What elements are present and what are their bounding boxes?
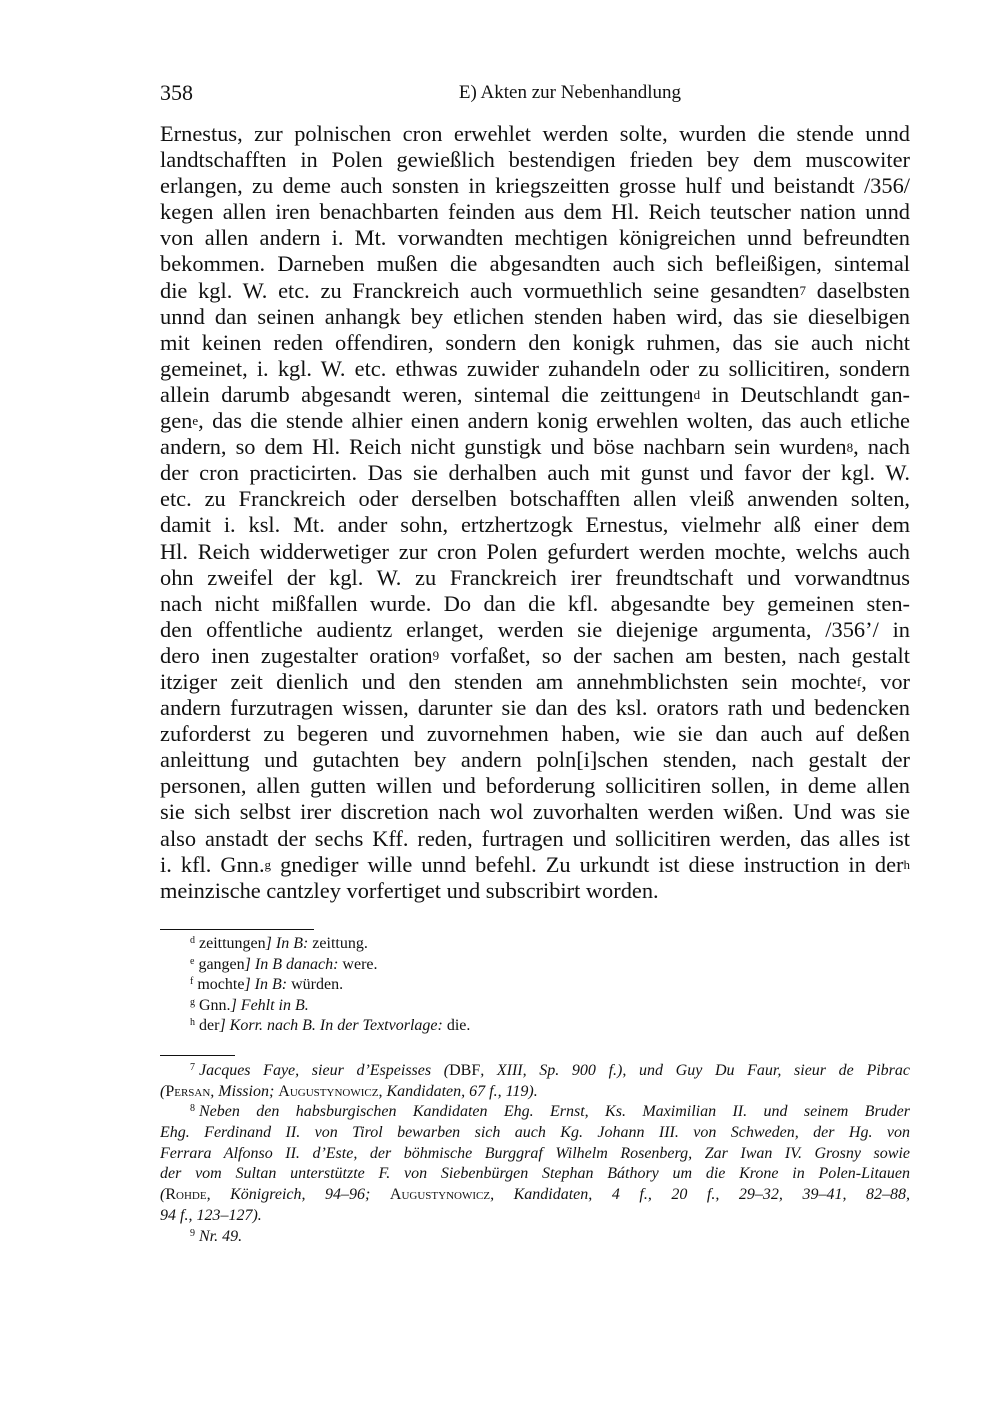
text-line: andern, so dem Hl. Reich nicht gunstigk und böse nachbarn sein wurden$^8$, nach <box>160 434 910 460</box>
text-line: gemeinet, i. kgl. W. etc. ethwas zuwider zuhandeln oder zu sollicitiren, sondern <box>160 355 910 381</box>
text-line: sie sich selbst irer discretion nach wol zuvorhalten werden wißen. Und was sie <box>160 799 910 825</box>
page-header <box>160 80 910 108</box>
footnote-7: $^7$ Jacques Faye, sieur d’Espeisses (DBF, XIII, Sp. 900 f.), und Guy Du Faur, sieur de Pibrac <box>190 1062 910 1079</box>
text-line: kegen allen iren benachbarten feinden aus dem Hl. Reich teutscher nation unnd <box>160 199 910 225</box>
footnote-9: $^9$ Nr. 49. <box>190 1227 243 1245</box>
text-line: landtschafften in Polen gewießlich bestendigen frieden bey dem muscowiter <box>160 147 910 173</box>
text-line: den offentliche audientz erlanget, werden sie diejenige argumenta, /356’/ in <box>160 616 910 642</box>
footnote-8-cont: Ferrara Alfonso II. d’Este, der böhmische Burggraf Wilhelm Rosenberg, Zar Iwan IV. Grosny sowie <box>160 1144 910 1162</box>
main-text <box>160 121 910 904</box>
critical-note: $^d$ zeittungen] In B: zeittung. <box>190 935 368 952</box>
page-number: 358 <box>160 80 193 105</box>
running-title: E) Akten zur Nebenhandlung <box>458 82 682 103</box>
text-line: mit keinen reden offendiren, sondern den konigk ruhmen, das sie auch nicht <box>160 329 910 355</box>
footnote-8-cont: der vom Sultan unterstützte F. von Siebenbürgen Stephan Báthory um die Krone in Polen-Litauen <box>160 1165 910 1183</box>
text-line: etc. zu Franckreich oder derselben botschafften allen vleiß anwenden solten, <box>160 486 910 512</box>
text-line: ohn zweifel der kgl. W. zu Franckreich irer freundtschaft und vorwandtnus <box>160 564 910 590</box>
text-line: dero inen zugestalter oration$^9$ vorfaßet, so der sachen am besten, nach gestalt <box>160 642 910 668</box>
text-line: der cron practicirten. Das sie derhalben auch mit gunst und favor der kgl. W. <box>160 460 910 486</box>
text-line: erlangen, zu deme auch sonsten in kriegszeitten grosse hulf und beistandt /356/ <box>160 173 910 199</box>
text-line: nach nicht mißfallen wurde. Do dan die kfl. abgesandte bey gemeinen sten- <box>160 590 910 616</box>
variant-ref-h: h <box>903 857 910 873</box>
footnote-ref-7: 7 <box>799 282 806 298</box>
critical-note: $^g$ Gnn.] Fehlt in B. <box>190 996 309 1014</box>
text-line: anleittung und gutachten bey andern poln[i]schen stenden, nach gestalt der <box>160 747 910 773</box>
text-line: itziger zeit dienlich und den stenden am annehmblichsten sein mochte$^f$, vor <box>160 668 910 694</box>
historical-notes-rule <box>160 1055 235 1056</box>
footnote-8: $^8$ Neben den habsburgischen Kandidaten Ehg. Ernst, Ks. Maximilian II. und seinem Bruder <box>190 1103 910 1121</box>
footnote-7-cont: (Persan, Mission; Augustynowicz, Kandidaten, 67 f., 119). <box>160 1082 538 1100</box>
critical-note: $^e$ gangen] In B danach: were. <box>190 955 378 973</box>
text-line: personen, allen gutten willen und beforderung sollicitiren sollen, in deme allen <box>160 773 910 799</box>
text-line: zuforderst zu begeren und zuvornehmen haben, wie sie dan auch auf deßen <box>160 721 910 747</box>
footnote-ref-9: 9 <box>432 648 440 664</box>
text-line: gen$^e$, das die stende alhier einen andern konig erwehlen wolten, das auch etliche <box>160 408 910 434</box>
historical-notes <box>160 1061 910 1247</box>
text-line: die kgl. W. etc. zu Franckreich auch vormuethlich seine gesandten$^7$ daselbsten <box>160 277 910 303</box>
variant-ref-d: d <box>693 387 701 403</box>
footnote-8-cont: Ehg. Ferdinand II. von Tirol bewarben sich auch Kg. Johann III. von Schweden, der Hg. von <box>160 1124 910 1142</box>
footnote-ref-8: 8 <box>846 439 854 455</box>
footnote-8-cont: 94 f., 123–127). <box>160 1206 262 1224</box>
text-line: allein darumb abgesandt weren, sintemal die zeittungen$^d$ in Deutschlandt gan- <box>160 381 910 407</box>
text-line: Ernestus, zur polnischen cron erwehlet werden solte, wurden die stende unnd <box>160 121 910 146</box>
footnote-8-cont: (Rohde, Königreich, 94–96; Augustynowicz, Kandidaten, 4 f., 20 f., 29–32, 39–41, 82–88, <box>160 1186 910 1204</box>
text-line: meinzische cantzley vorfertiget und subscribirt worden. <box>160 877 659 903</box>
text-line: Hl. Reich widderwetiger zur cron Polen gefurdert werden mochte, welchs auch <box>160 538 910 564</box>
variant-ref-e: e <box>192 413 199 429</box>
text-line: von allen andern i. Mt. vorwandten mechtigen königreichen unnd befreundten <box>160 225 910 251</box>
critical-note: $^f$ mochte] In B: würden. <box>190 976 344 994</box>
text-line: andern furzutragen wissen, darunter sie dan des ksl. orators rath und bedencken <box>160 695 910 721</box>
text-line: also anstadt der sechs Kff. reden, furtragen und sollicitiren werden, das alles ist <box>160 825 910 851</box>
text-line: i. kfl. Gnn.$^g$ gnediger wille unnd befehl. Zu urkundt ist diese instruction in der$^h$ <box>160 851 910 877</box>
critical-notes-rule <box>160 929 314 930</box>
text-line: damit i. ksl. Mt. ander sohn, ertzhertzogk Ernestus, vielmehr alß einer dem <box>160 512 910 538</box>
text-line: bekommen. Darneben mußen die abgesandten auch sich befleißigen, sintemal <box>160 251 910 277</box>
variant-ref-f: f <box>856 674 862 690</box>
critical-note: $^h$ der] Korr. nach B. In der Textvorlage: die. <box>190 1017 471 1035</box>
critical-apparatus <box>190 934 910 1037</box>
text-line: unnd dan seinen anhangk bey etlichen stenden haben wird, das sie dieselbigen <box>160 303 910 329</box>
variant-ref-g: g <box>264 857 272 873</box>
